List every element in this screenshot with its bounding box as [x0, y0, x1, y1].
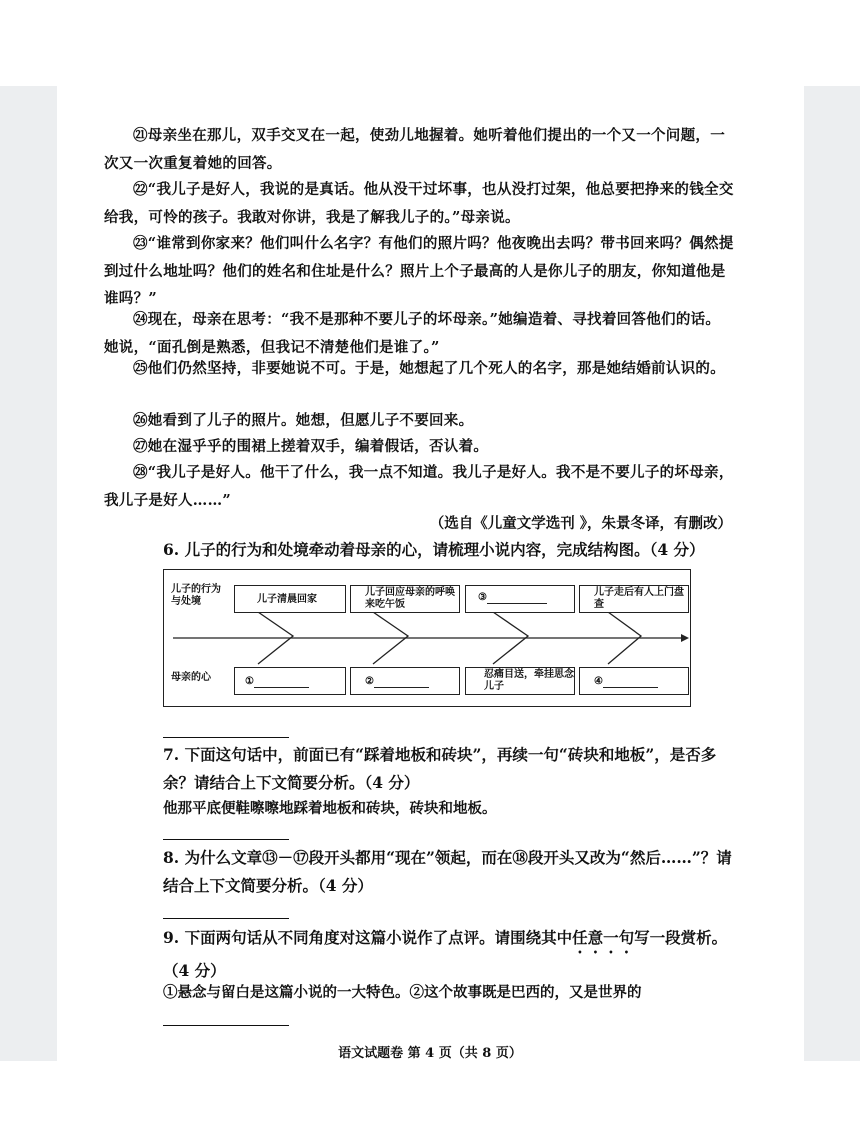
diagram-blank-2[interactable] — [350, 667, 460, 695]
paragraph-26: ㉖她看到了儿子的照片。她想，但愿儿子不要回来。 — [133, 412, 474, 429]
paragraph-21: ㉑母亲坐在那儿，双手交叉在一起，使劲儿地握着。她听着他们提出的一个又一个问题，一次又一次重复着她的回答。 — [104, 127, 725, 172]
answer-line-8[interactable] — [163, 918, 289, 919]
question-9-text: 9. 下面两句话从不同角度对这篇小说作了点评。请围绕其中 — [163, 928, 573, 947]
emphasized-text: 任意一句 — [572, 928, 635, 947]
question-7: 7. 下面这句话中，前面已有“踩着地板和砖块”，再续一句“砖块和地板”，是否多余？请结合上下文简要分析。（4 分） — [163, 745, 717, 792]
diagram-box-inspection — [579, 585, 689, 613]
question-8: 8. 为什么文章⑬－⑰段开头都用“现在”领起，而在⑱段开头又改为“然后……”？请结合上下文简要分析。（4 分） — [163, 848, 732, 895]
diagram-blank-4[interactable] — [579, 667, 689, 695]
question-7-quote: 他那平底便鞋嚓嚓地踩着地板和砖块，砖块和地板。 — [163, 800, 497, 817]
answer-blank[interactable] — [374, 687, 429, 688]
diagram-box-son-lunch — [350, 585, 460, 613]
diagram-box-text: 忍痛目送，牵挂思念儿子 — [484, 669, 574, 692]
diagram-blank-1[interactable] — [234, 667, 346, 695]
answer-blank[interactable] — [603, 687, 658, 688]
blank-number: ② — [365, 676, 374, 687]
answer-blank[interactable] — [487, 603, 547, 604]
diagram-blank-3[interactable] — [465, 585, 575, 613]
diagram-box-text: 儿子回应母亲的呼唤来吃午饭 — [365, 587, 455, 610]
structure-diagram — [163, 569, 691, 707]
paragraph-28: ㉘“我儿子是好人。他干了什么，我一点不知道。我儿子是好人。我不是不要儿子的坏母亲，我儿子是好人……” — [104, 464, 734, 509]
answer-line-9[interactable] — [163, 1025, 289, 1026]
diagram-bottom-label: 母亲的心 — [171, 672, 211, 683]
blank-number: ③ — [478, 592, 487, 603]
diagram-box-text: 儿子清晨回家 — [257, 594, 317, 605]
paragraph-25: ㉕他们仍然坚持，非要她说不可。于是，她想起了几个死人的名字，那是她结婚前认识的。 — [133, 360, 725, 377]
answer-blank[interactable] — [254, 687, 309, 688]
paragraph-23: ㉓“谁常到你家来？他们叫什么名字？有他们的照片吗？他夜晚出去吗？带书回来吗？偶然提到过什么地址吗？他们的姓名和住址是什么？照片上个子最高的人是你儿子的朋友，你知道他是谁吗？” — [104, 235, 734, 307]
question-9-quote: ①悬念与留白是这篇小说的一大特色。②这个故事既是巴西的，又是世界的 — [163, 984, 642, 1001]
paragraph-27: ㉗她在湿乎乎的围裙上搓着双手，编着假话，否认着。 — [133, 438, 489, 455]
answer-line-6[interactable] — [163, 737, 289, 738]
source-citation: （选自《儿童文学选刊 》，朱景冬译，有删改） — [429, 515, 732, 532]
page-footer: 语文试题卷 第 4 页（共 8 页） — [338, 1046, 522, 1061]
question-6: 6. 儿子的行为和处境牵动着母亲的心，请梳理小说内容，完成结构图。（4 分） — [163, 540, 705, 559]
question-9-text-end: 写一段赏析。（4 分） — [163, 928, 728, 980]
answer-line-7[interactable] — [163, 839, 289, 840]
diagram-box-son-returns — [234, 585, 346, 613]
diagram-box-mother-watches — [465, 667, 575, 695]
diagram-box-text: 儿子走后有人上门盘查 — [594, 587, 684, 610]
question-9 — [163, 924, 733, 985]
left-margin-band — [0, 86, 57, 1061]
paragraph-24: ㉔现在，母亲在思考：“我不是那种不要儿子的坏母亲。”她编造着、寻找着回答他们的话。她说，“面孔倒是熟悉，但我记不清楚他们是谁了。” — [104, 311, 721, 356]
blank-number: ① — [245, 676, 254, 687]
paragraph-22: ㉒“我儿子是好人，我说的是真话。他从没干过坏事，也从没打过架，他总要把挣来的钱全交给我，可怜的孩子。我敢对你讲，我是了解我儿子的。”母亲说。 — [104, 181, 734, 226]
right-margin-band — [804, 86, 860, 1061]
diagram-top-label: 儿子的行为与处境 — [171, 584, 221, 607]
blank-number: ④ — [594, 676, 603, 687]
